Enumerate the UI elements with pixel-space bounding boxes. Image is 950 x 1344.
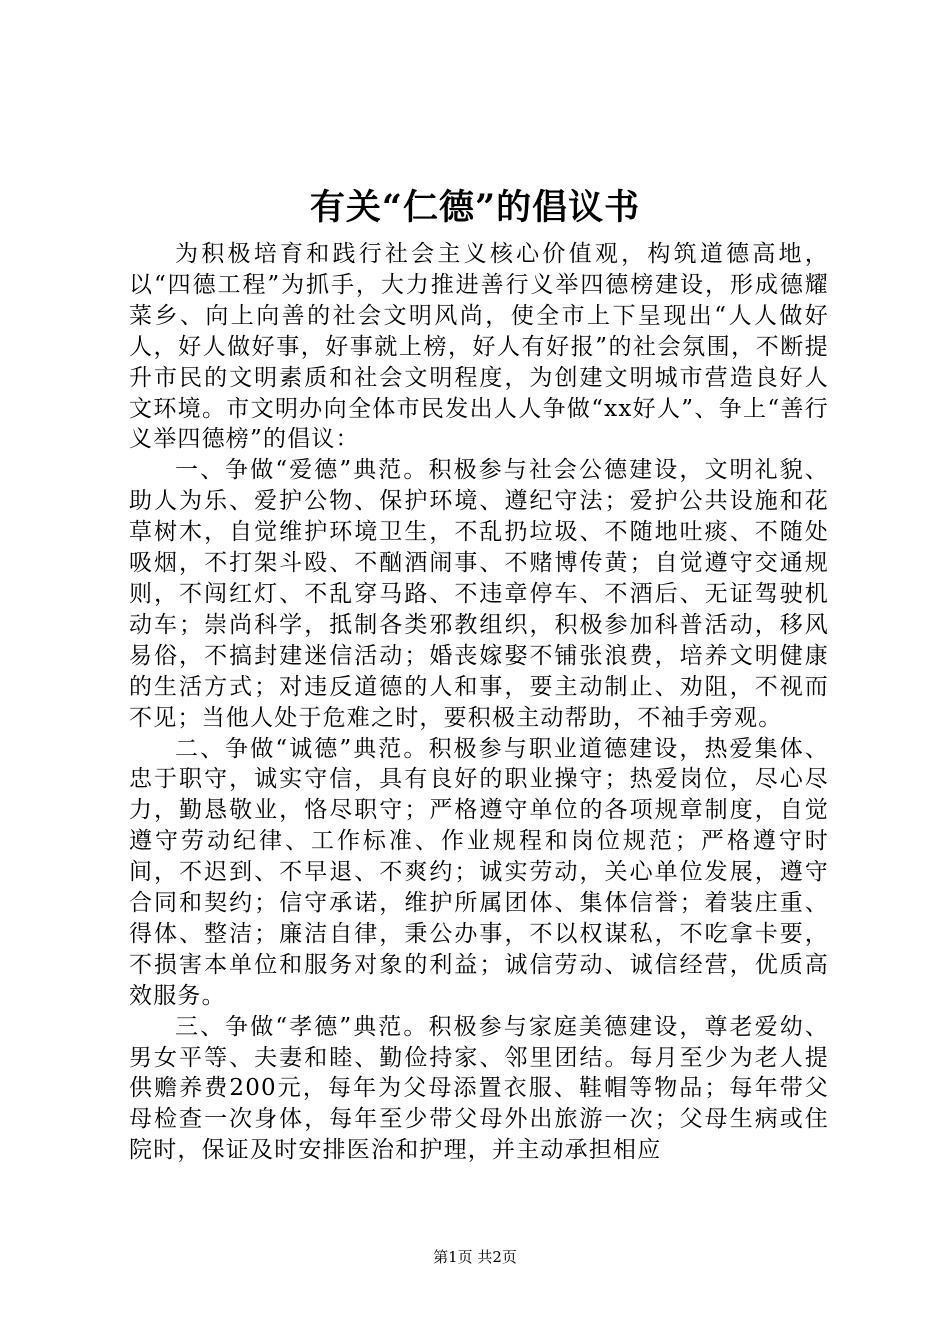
document-title: 有关“仁德”的倡议书 (309, 187, 641, 228)
paragraph-intro: 为积极培育和践行社会主义核心价值观，构筑道德高地，以“四德工程”为抓手，大力推进善行义举四德榜建设，形成德耀菜乡、向上向善的社会文明风尚，使全市上下呈现出“人人做好人，好人做好事，好事就上榜，好人有好报”的社会氛围，不断提升市民的文明素质和社会文明程度，为创建文明城市营造良好人文环境。市文明办向全体市民发出人人争做“xx好人”、争上“善行义举四德榜”的倡议： (129, 241, 829, 453)
paragraph-xiao-de: 三、争做“孝德”典范。积极参与家庭美德建设，尊老爱幼、男女平等、夫妻和睦、勤俭持家、邻里团结。每月至少为老人提供赡养费200元，每年为父母添置衣服、鞋帽等物品；每年带父母检查一次身体，每年至少带父母外出旅游一次；父母生病或住院时，保证及时安排医治和护理，并主动承担相应 (129, 1013, 829, 1164)
page-number-footer: 第1页 共2页 (433, 1248, 517, 1266)
document-body (129, 239, 829, 1166)
paragraph-ai-de: 一、争做“爱德”典范。积极参与社会公德建设，文明礼貌、助人为乐、爱护公物、保护环境、遵纪守法；爱护公共设施和花草树木，自觉维护环境卫生，不乱扔垃圾、不随地吐痰、不随处吸烟，不打架斗殴、不酗酒闹事、不赌博传黄；自觉遵守交通规则，不闯红灯、不乱穿马路、不违章停车、不酒后、无证驾驶机动车；崇尚科学，抵制各类邪教组织，积极参加科普活动，移风易俗，不搞封建迷信活动；婚丧嫁娶不铺张浪费，培养文明健康的生活方式；对违反道德的人和事，要主动制止、劝阻，不视而不见；当他人处于危难之时，要积极主动帮助，不袖手旁观。 (129, 457, 829, 731)
paragraph-cheng-de: 二、争做“诚德”典范。积极参与职业道德建设，热爱集体、忠于职守，诚实守信，具有良好的职业操守；热爱岗位，尽心尽力，勤恳敬业，恪尽职守；严格遵守单位的各项规章制度，自觉遵守劳动纪律、工作标准、作业规程和岗位规范；严格遵守时间，不迟到、不早退、不爽约；诚实劳动，关心单位发展，遵守合同和契约；信守承诺，维护所属团体、集体信誉；着装庄重、得体、整洁；廉洁自律，秉公办事，不以权谋私，不吃拿卡要，不损害本单位和服务对象的利益；诚信劳动、诚信经营，优质高效服务。 (129, 735, 829, 1009)
